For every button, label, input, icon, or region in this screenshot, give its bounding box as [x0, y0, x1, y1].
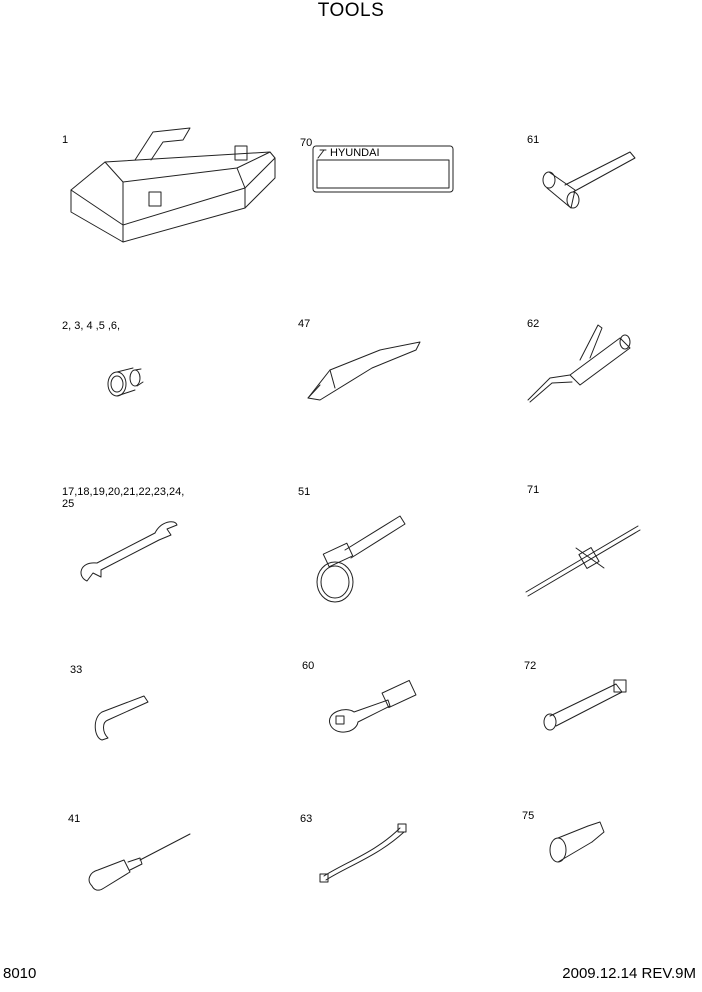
extension-bar-icon: [536, 678, 636, 738]
hose-icon: [316, 822, 411, 882]
nameplate-brand-text: HYUNDAI: [330, 147, 380, 159]
wrench-icon: [75, 515, 185, 585]
item-label-71: 71: [527, 484, 540, 496]
item-label-33: 33: [70, 664, 83, 676]
item-label-47: 47: [298, 318, 311, 330]
ratchet-icon: [322, 682, 422, 742]
item-label-51: 51: [298, 486, 311, 498]
item-label-63: 63: [300, 813, 313, 825]
item-label-60: 60: [302, 660, 315, 672]
item-label-62: 62: [527, 318, 540, 330]
revision-date: 2009.12.14 REV.9M: [562, 965, 696, 982]
item-label-41: 41: [68, 813, 81, 825]
page-number: 8010: [3, 965, 37, 982]
item-label-72: 72: [524, 660, 537, 672]
nozzle-icon: [544, 818, 609, 868]
grease-gun-icon: [520, 320, 650, 410]
pliers-icon: [300, 340, 425, 405]
filter-wrench-icon: [305, 510, 410, 605]
socket-icon: [105, 360, 150, 400]
item-label-70: 70: [300, 137, 313, 149]
item-label-61: 61: [527, 134, 540, 146]
t-handle-icon: [520, 520, 650, 600]
item-label-1: 1: [62, 134, 69, 146]
screwdriver-icon: [82, 828, 197, 898]
page-title: TOOLS: [317, 0, 385, 21]
toolbox-icon: [65, 120, 285, 250]
item-label-17-25: 17,18,19,20,21,22,23,24, 25: [62, 486, 185, 510]
item-label-75: 75: [522, 810, 535, 822]
hex-key-icon: [90, 690, 155, 745]
item-label-2-6: 2, 3, 4 ,5 ,6,: [62, 320, 121, 332]
hammer-icon: [535, 150, 645, 220]
